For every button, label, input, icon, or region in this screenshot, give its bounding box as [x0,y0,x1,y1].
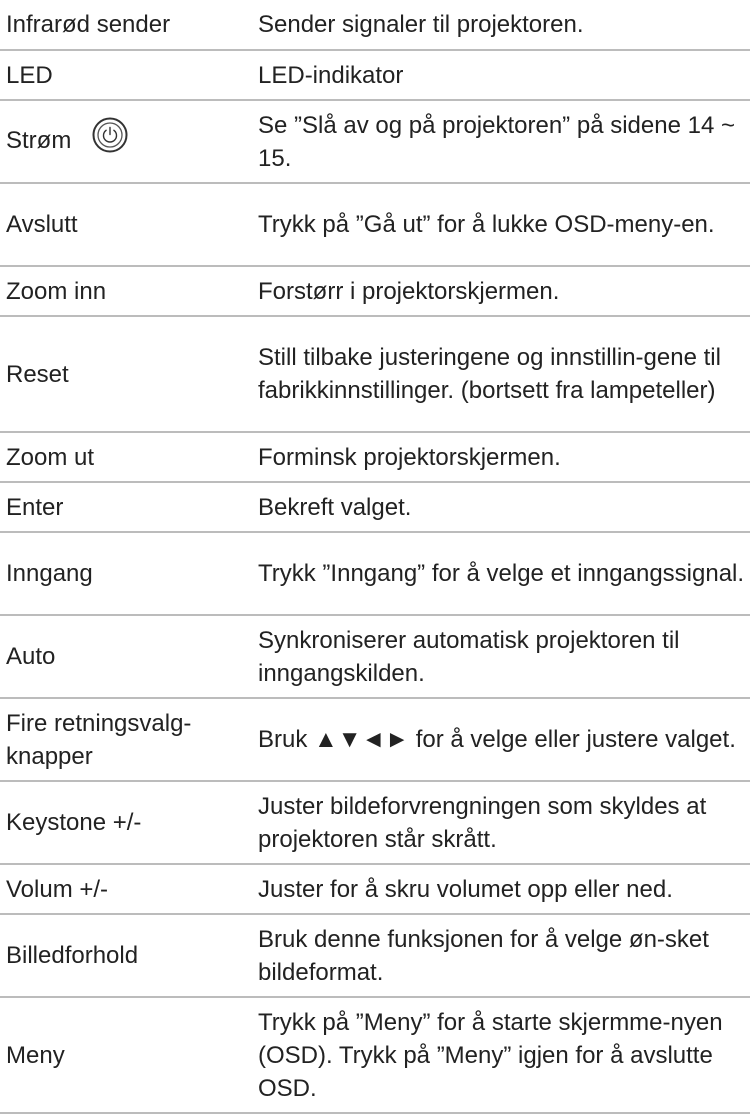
row-label: Zoom inn [6,277,107,305]
row-desc-enter [248,482,750,532]
row-desc: Trykk ”Inngang” for å velge et inngangssignal. [258,560,745,587]
row-desc-reset [248,316,750,432]
table-row [0,432,750,482]
row-label-power [0,100,248,183]
row-label-four-direction [0,698,248,781]
row-desc: Sender signaler til projektoren. [258,11,584,38]
row-desc: Bruk denne funksjonen for å velge øn-sket bildeformat. [258,925,709,986]
row-desc-zoom-out [248,432,750,482]
row-label: LED [6,61,53,89]
row-desc: Trykk på ”Gå ut” for å lukke OSD-meny-en. [258,211,715,238]
table-row [0,0,750,50]
table-row [0,781,750,864]
row-desc-exit [248,183,750,266]
row-label-reset [0,316,248,432]
row-label: Keystone +/- [6,809,142,836]
table-row [0,316,750,432]
row-label: Reset [6,360,69,388]
row-label-enter [0,482,248,532]
table-row [0,864,750,914]
row-label-auto [0,615,248,698]
table-row [0,615,750,698]
row-label-keystone [0,781,248,864]
row-desc-input [248,532,750,615]
row-desc-volume [248,864,750,914]
row-desc: Bekreft valget. [258,493,412,521]
table-row [0,914,750,997]
table-row [0,183,750,266]
row-label-volume [0,864,248,914]
row-desc: Forminsk projektorskjermen. [258,443,561,471]
row-desc-infrared [248,0,750,50]
row-desc: Juster for å skru volumet opp eller ned. [258,875,673,903]
row-label: Fire retningsvalg-knapper [6,709,192,770]
row-label: Enter [6,493,64,521]
row-desc-menu [248,997,750,1113]
table-row [0,100,750,183]
row-label-led [0,50,248,100]
row-label: Infrarød sender [6,11,171,38]
row-label: Strøm [6,126,72,154]
row-label: Meny [6,1041,65,1069]
table-row [0,532,750,615]
row-desc-keystone [248,781,750,864]
row-label: Avslutt [6,211,78,238]
row-label-zoom-out [0,432,248,482]
row-label-input [0,532,248,615]
row-desc-power [248,100,750,183]
row-label-zoom-in [0,266,248,316]
row-label: Volum +/- [6,875,109,903]
table-row [0,698,750,781]
row-desc: LED-indikator [258,61,404,89]
row-label: Billedforhold [6,942,139,969]
table-row [0,997,750,1113]
row-desc: Trykk på ”Meny” for å starte skjermme-nyen (OSD). Trykk på ”Meny” igjen for å avslutte OSD. [258,1008,723,1102]
table-row [0,50,750,100]
row-label: Inngang [6,560,93,587]
row-desc-led [248,50,750,100]
row-desc-aspect-ratio [248,914,750,997]
row-desc-four-direction [248,698,750,781]
row-label: Zoom ut [6,443,95,471]
row-desc-auto [248,615,750,698]
row-desc: Synkroniserer automatisk projektoren til inngangskilden. [258,626,680,687]
row-desc: Still tilbake justeringene og innstillin-gene til fabrikkinnstillinger. (bortsett fra lampeteller) [258,344,721,404]
row-desc: Se ”Slå av og på projektoren” på sidene 14 ~ 15. [258,111,735,172]
power-icon [92,117,128,162]
row-desc-zoom-in [248,266,750,316]
table-row [0,266,750,316]
row-desc: Bruk ▲▼◄► for å velge eller justere valget. [258,726,736,753]
row-label-aspect-ratio [0,914,248,997]
row-desc: Forstørr i projektorskjermen. [258,277,560,305]
row-label-menu [0,997,248,1113]
row-desc: Juster bildeforvrengningen som skyldes at projektoren står skrått. [258,792,707,853]
row-label-infrared [0,0,248,50]
row-label: Auto [6,643,56,670]
table-row [0,482,750,532]
row-label-exit [0,183,248,266]
